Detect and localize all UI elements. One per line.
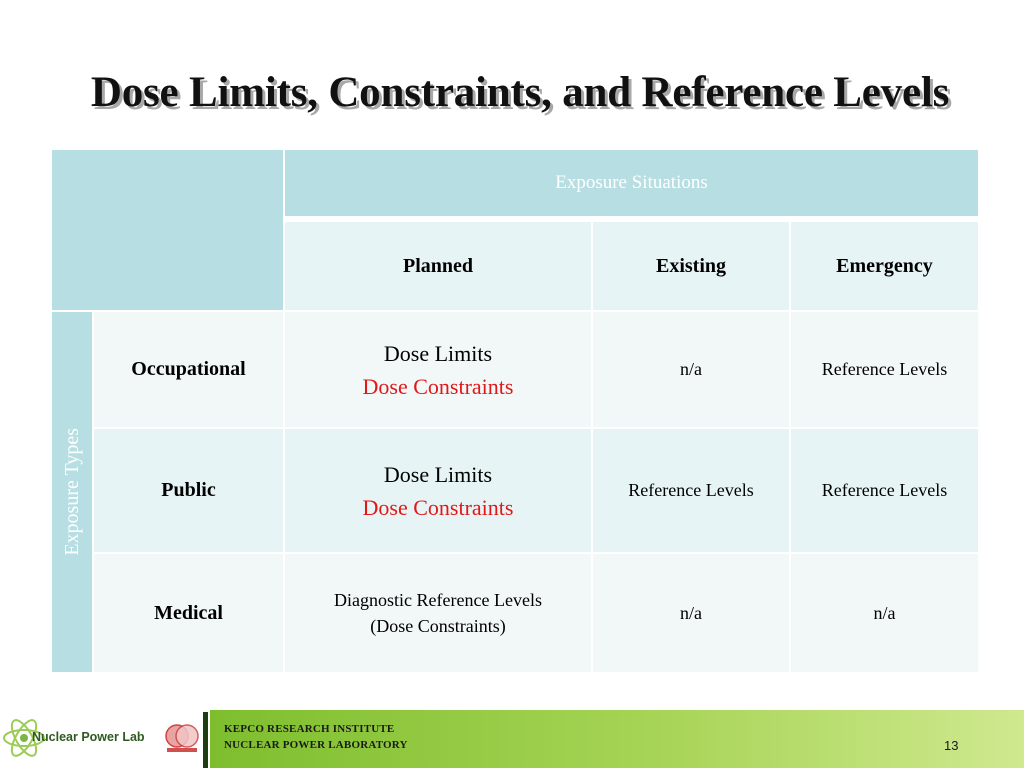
cell-occupational-planned — [285, 312, 591, 427]
exposure-types-header — [52, 312, 92, 672]
slide-title: Dose Limits, Constraints, and Reference Levels — [90, 69, 950, 116]
cell-public-emergency: Reference Levels — [791, 429, 978, 552]
row-header-occupational: Occupational — [94, 312, 283, 427]
cell-line: Diagnostic Reference Levels — [334, 589, 542, 610]
cell-line: (Dose Constraints) — [370, 616, 506, 636]
column-header-planned: Planned — [285, 222, 591, 310]
cell-public-planned — [285, 429, 591, 552]
footer-institute-text — [224, 721, 408, 753]
footer-separator — [203, 712, 208, 768]
cell-line-red: Dose Constraints — [362, 494, 514, 520]
cell-medical-planned — [285, 554, 591, 672]
exposure-situations-header: Exposure Situations — [285, 150, 978, 220]
cell-medical-existing: n/a — [593, 554, 789, 672]
cell-line: Dose Limits — [383, 340, 493, 366]
footer-line-1: KEPCO RESEARCH INSTITUTE — [224, 723, 395, 735]
cell-occupational-existing: n/a — [593, 312, 789, 427]
exposure-types-label: Exposure Types — [60, 428, 83, 556]
slide-footer — [0, 708, 1024, 768]
row-header-medical: Medical — [94, 554, 283, 672]
column-header-emergency: Emergency — [791, 222, 978, 310]
page-number: 13 — [944, 738, 959, 753]
row-header-public: Public — [94, 429, 283, 552]
cell-medical-emergency: n/a — [791, 554, 978, 672]
kepco-badge-icon — [163, 722, 201, 756]
table-corner — [52, 150, 283, 310]
nuclear-power-lab-logo — [0, 708, 205, 768]
dose-table — [52, 150, 972, 665]
cell-public-existing: Reference Levels — [593, 429, 789, 552]
footer-line-2: NUCLEAR POWER LABORATORY — [224, 739, 408, 751]
logo-text: Nuclear Power Lab — [32, 730, 145, 744]
cell-line: Dose Limits — [383, 461, 493, 487]
cell-line-red: Dose Constraints — [362, 373, 514, 399]
column-header-existing: Existing — [593, 222, 789, 310]
cell-occupational-emergency: Reference Levels — [791, 312, 978, 427]
